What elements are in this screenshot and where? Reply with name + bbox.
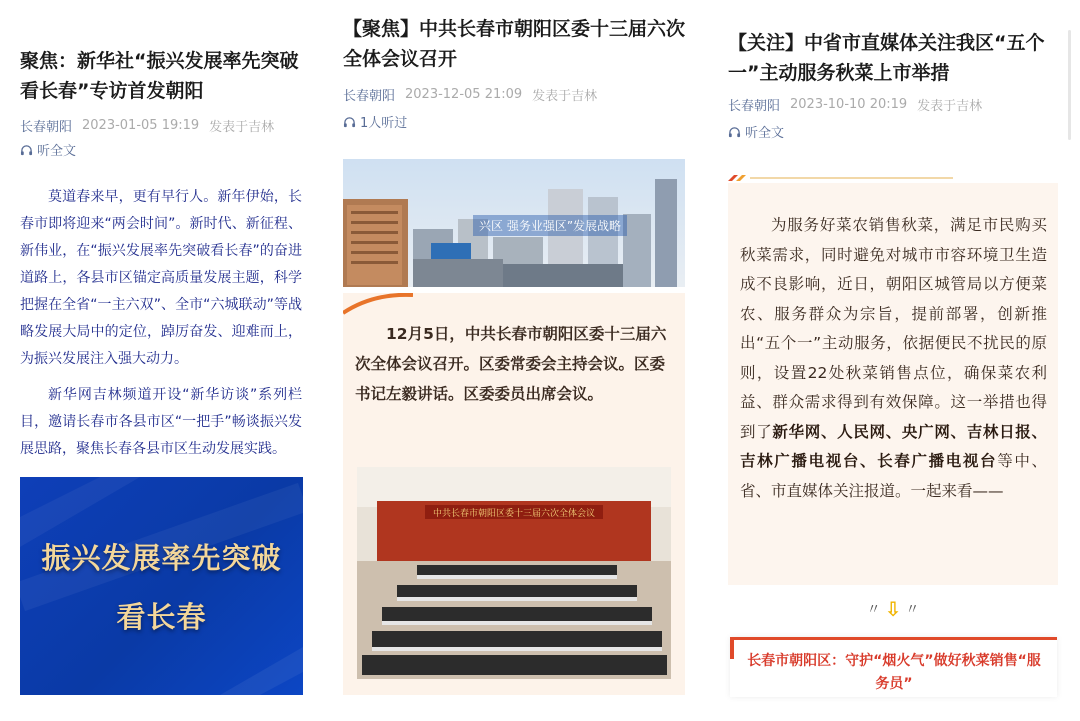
banner-headline: 振兴发展率先突破 <box>41 541 282 575</box>
article-banner-image <box>20 477 303 695</box>
headphone-icon <box>728 126 741 138</box>
article-title[interactable]: 【聚焦】中共长春市朝阳区委十三届六次全体会议召开 <box>343 18 686 70</box>
publish-datetime: 2023-10-10 20:19 <box>790 97 908 112</box>
listen-button[interactable] <box>20 140 76 159</box>
publish-location: 发表于吉林 <box>917 99 983 114</box>
article-content-panel <box>343 293 685 695</box>
publish-datetime: 2023-12-05 21:09 <box>405 87 523 102</box>
listen-label: 听全文 <box>745 126 785 141</box>
meeting-illustration <box>357 467 671 679</box>
left-burst-icon: 〃 <box>866 602 881 618</box>
publish-location: 发表于吉林 <box>532 89 598 104</box>
related-article-title[interactable]: 长春市朝阳区：守护“烟火气”做好秋菜销售“服务员” <box>747 653 1041 692</box>
account-name[interactable]: 长春朝阳 <box>728 99 781 114</box>
listen-label: 听全文 <box>37 144 77 159</box>
meeting-photo <box>357 467 671 679</box>
listen-button[interactable] <box>728 122 784 141</box>
article-meta <box>728 95 982 114</box>
publish-location: 发表于吉林 <box>209 120 275 135</box>
corner-decoration <box>343 293 413 317</box>
banner-subheadline: 看长春 <box>116 600 207 634</box>
article-body <box>740 211 1047 506</box>
related-article-card[interactable] <box>730 637 1057 697</box>
banner-background <box>20 477 303 695</box>
article-title[interactable]: 聚焦：新华社“振兴发展率先突破看长春”专访首发朝阳 <box>20 50 299 102</box>
right-burst-icon: 〃 <box>905 602 920 618</box>
top-strip-decoration <box>728 173 953 183</box>
scroll-hint <box>860 597 926 621</box>
meeting-banner-text: 中共长春市朝阳区委十三届六次全体会议 <box>432 509 596 519</box>
image-caption: 兴区 强务业强区”发展战略 <box>473 215 627 236</box>
listen-label: 1人听过 <box>360 116 408 131</box>
media-list: 新华网、人民网、央广网、吉林日报、吉林广播电视台、长春广播电视台 <box>740 422 1047 470</box>
account-name[interactable]: 长春朝阳 <box>343 89 396 104</box>
down-arrow-icon: ⇩ <box>884 597 902 621</box>
publish-datetime: 2023-01-05 19:19 <box>82 118 200 133</box>
article-meta <box>20 116 274 135</box>
paragraph: 莫道春来早，更有早行人。新年伊始，长春市即将迎来“两会时间”。新时代、新征程、新伟业，在“振兴发展率先突破看长春”的奋进道路上，各县市区锚定高质量发展主题，科学把握在全省“一主六双”、全市“六城联动”等战略发展大局中的定位，踔厉奋发、迎难而上，为振兴发展注入强大动力。 <box>20 189 302 367</box>
article-body <box>20 184 302 472</box>
headphone-icon <box>20 144 33 156</box>
body-text: 为服务好菜农销售秋菜，满足市民购买秋菜需求，同时避免对城市市容环境卫生造成不良影响，近日，朝阳区城管局以方便菜农、服务群众为宗旨，提前部署，创新推出“五个一”主动服务，依据便民不扰民的原则，设置22处秋菜销售点位，确保菜农利益、群众需求得到有效保障。这一举措也得到了 <box>740 216 1047 441</box>
scrollbar[interactable] <box>1068 30 1071 140</box>
account-name[interactable]: 长春朝阳 <box>20 120 73 135</box>
article-meta <box>343 85 597 104</box>
city-skyline-image <box>343 159 685 287</box>
card-accent <box>730 637 734 659</box>
listen-button[interactable] <box>343 112 407 131</box>
article-body: 12月5日，中共长春市朝阳区委十三届六次全体会议召开。区委常委会主持会议。区委书记左毅讲话。区委委员出席会议。 <box>355 325 667 403</box>
paragraph: 新华网吉林频道开设“新华访谈”系列栏目，邀请长春市各县市区“一把手”畅谈振兴发展思路，聚焦长春各县市区生动发展实践。 <box>20 387 302 457</box>
body-text: 等中、省、市直媒体关注报道。一起来看—— <box>740 452 1047 500</box>
article-title[interactable]: 【关注】中省市直媒体关注我区“五个一”主动服务秋菜上市举措 <box>728 32 1045 84</box>
headphone-icon <box>343 116 356 128</box>
article-content-panel <box>728 183 1058 585</box>
